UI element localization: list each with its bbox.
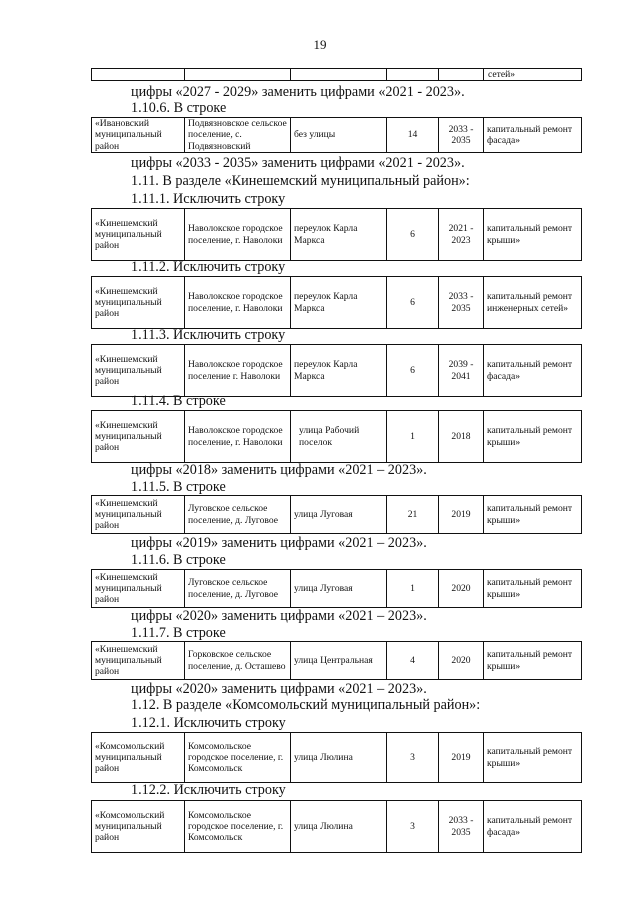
years-cell: 2021 - 2023 (439, 209, 484, 261)
work-cell: капитальный ремонт крыши» (484, 642, 582, 680)
settlement-cell (185, 69, 291, 81)
work-cell: капитальный ремонт крыши» (484, 411, 582, 463)
table-row (91, 276, 582, 329)
settlement-cell: Луговское сельское поселение, д. Луговое (185, 570, 291, 608)
work-cell: капитальный ремонт фасада» (484, 345, 582, 397)
years-cell: 2033 - 2035 (439, 118, 484, 153)
section-heading: 1.11. В разделе «Кинешемский муниципальный район»: (131, 173, 470, 189)
table-row (91, 117, 582, 153)
section-heading: 1.12.2. Исключить строку (131, 782, 286, 798)
years-cell: 2033 - 2035 (439, 277, 484, 329)
section-heading: 1.11.5. В строке (131, 479, 226, 495)
years-cell: 2019 (439, 496, 484, 534)
instruction-line: цифры «2020» заменить цифрами «2021 – 2023». (131, 681, 427, 697)
table-row (91, 410, 582, 463)
street-cell: улица Рабочий поселок (291, 411, 387, 463)
count-cell: 21 (387, 496, 439, 534)
years-cell: 2019 (439, 733, 484, 783)
work-cell: капитальный ремонт фасада» (484, 118, 582, 153)
table-row (91, 208, 582, 261)
table-row (91, 732, 582, 783)
work-cell: капитальный ремонт крыши» (484, 209, 582, 261)
section-heading: 1.10.6. В строке (131, 100, 227, 116)
district-cell: «Кинешемский муниципальный район (92, 411, 185, 463)
count-cell: 4 (387, 642, 439, 680)
district-cell: «Кинешемский муниципальный район (92, 277, 185, 329)
instruction-line: цифры «2027 - 2029» заменить цифрами «2021 - 2023». (131, 84, 465, 100)
settlement-cell: Наволокское городское поселение, г. Наволоки (185, 411, 291, 463)
section-heading: 1.12.1. Исключить строку (131, 715, 286, 731)
years-cell: 2020 (439, 570, 484, 608)
table-row (91, 495, 582, 534)
section-heading: 1.11.7. В строке (131, 625, 226, 641)
work-cell: капитальный ремонт фасада» (484, 801, 582, 853)
section-heading: 1.12. В разделе «Комсомольский муниципальный район»: (131, 697, 481, 713)
section-heading: 1.11.3. Исключить строку (131, 327, 286, 343)
instruction-line: цифры «2033 - 2035» заменить цифрами «2021 - 2023». (131, 155, 465, 171)
years-cell: 2033 - 2035 (439, 801, 484, 853)
count-cell: 1 (387, 411, 439, 463)
count-cell: 1 (387, 570, 439, 608)
section-heading: 1.11.2. Исключить строку (131, 259, 286, 275)
work-cell: капитальный ремонт крыши» (484, 733, 582, 783)
settlement-cell: Наволокское городское поселение г. Наволоки (185, 345, 291, 397)
district-cell: «Кинешемский муниципальный район (92, 345, 185, 397)
street-cell: переулок Карла Маркса (291, 277, 387, 329)
table-row (91, 68, 582, 81)
settlement-cell: Комсомольское городское поселение, г. Комсомольск (185, 801, 291, 853)
street-cell: улица Луговая (291, 496, 387, 534)
instruction-line: цифры «2020» заменить цифрами «2021 – 2023». (131, 608, 427, 624)
street-cell: улица Люлина (291, 801, 387, 853)
section-heading: 1.11.6. В строке (131, 552, 226, 568)
years-cell: 2018 (439, 411, 484, 463)
count-cell (387, 69, 439, 81)
settlement-cell: Наволокское городское поселение, г. Наволоки (185, 209, 291, 261)
street-cell: переулок Карла Маркса (291, 209, 387, 261)
section-heading: 1.11.4. В строке (131, 393, 226, 409)
district-cell: «Ивановский муниципальный район (92, 118, 185, 153)
count-cell: 14 (387, 118, 439, 153)
count-cell: 6 (387, 277, 439, 329)
years-cell: 2020 (439, 642, 484, 680)
count-cell: 6 (387, 209, 439, 261)
street-cell (291, 69, 387, 81)
years-cell: 2039 - 2041 (439, 345, 484, 397)
district-cell: «Кинешемский муниципальный район (92, 570, 185, 608)
settlement-cell: Подвязновское сельское поселение, с. Подвязновский (185, 118, 291, 153)
table-row (91, 344, 582, 397)
instruction-line: цифры «2019» заменить цифрами «2021 – 2023». (131, 535, 427, 551)
district-cell: «Кинешемский муниципальный район (92, 209, 185, 261)
work-cell: капитальный ремонт крыши» (484, 496, 582, 534)
section-heading: 1.11.1. Исключить строку (131, 191, 286, 207)
count-cell: 6 (387, 345, 439, 397)
district-cell: «Кинешемский муниципальный район (92, 496, 185, 534)
work-cell: сетей» (484, 69, 582, 81)
instruction-line: цифры «2018» заменить цифрами «2021 – 2023». (131, 462, 427, 478)
street-cell: без улицы (291, 118, 387, 153)
district-cell: «Комсомольский муниципальный район (92, 733, 185, 783)
street-cell: улица Люлина (291, 733, 387, 783)
count-cell: 3 (387, 733, 439, 783)
table-row (91, 569, 582, 608)
table-row (91, 641, 582, 680)
count-cell: 3 (387, 801, 439, 853)
work-cell: капитальный ремонт крыши» (484, 570, 582, 608)
street-cell: переулок Карла Маркса (291, 345, 387, 397)
settlement-cell: Луговское сельское поселение, д. Луговое (185, 496, 291, 534)
district-cell: «Кинешемский муниципальный район (92, 642, 185, 680)
district-cell (92, 69, 185, 81)
settlement-cell: Горковское сельское поселение, д. Осташево (185, 642, 291, 680)
district-cell: «Комсомольский муниципальный район (92, 801, 185, 853)
settlement-cell: Комсомольское городское поселение, г. Комсомольск (185, 733, 291, 783)
years-cell (439, 69, 484, 81)
table-row (91, 800, 582, 853)
work-cell: капитальный ремонт инженерных сетей» (484, 277, 582, 329)
page-number: 19 (313, 37, 327, 52)
street-cell: улица Луговая (291, 570, 387, 608)
street-cell: улица Центральная (291, 642, 387, 680)
settlement-cell: Наволокское городское поселение, г. Наволоки (185, 277, 291, 329)
